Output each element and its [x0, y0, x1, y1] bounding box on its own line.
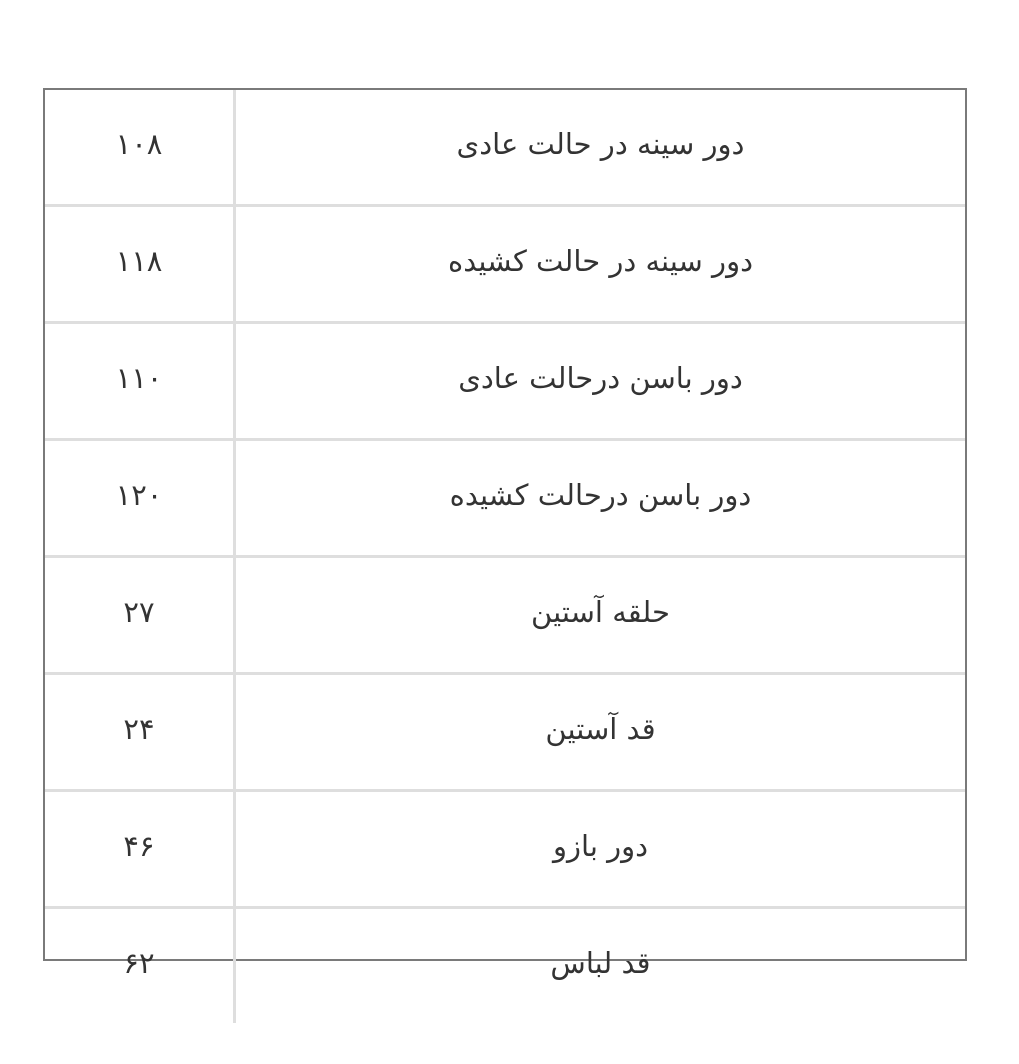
table-row	[45, 791, 965, 908]
size-table-grid	[45, 90, 965, 1023]
measurement-label: دور سینه در حالت کشیده	[235, 206, 966, 323]
table-row	[45, 908, 965, 1024]
table-row	[45, 440, 965, 557]
size-table	[43, 88, 967, 980]
measurement-label: قد لباس	[235, 908, 966, 1024]
measurement-value: ۱۱۸	[45, 206, 235, 323]
measurement-value: ۲۷	[45, 557, 235, 674]
measurement-value: ۱۰۸	[45, 90, 235, 206]
measurement-value: ۶۲	[45, 908, 235, 1024]
table-row	[45, 206, 965, 323]
table-row	[45, 674, 965, 791]
measurement-value: ۴۶	[45, 791, 235, 908]
measurement-value: ۲۴	[45, 674, 235, 791]
measurement-label: قد آستین	[235, 674, 966, 791]
measurement-label: حلقه آستین	[235, 557, 966, 674]
measurement-label: دور سینه در حالت عادی	[235, 90, 966, 206]
table-row	[45, 323, 965, 440]
measurement-label: دور بازو	[235, 791, 966, 908]
measurement-value: ۱۱۰	[45, 323, 235, 440]
measurement-value: ۱۲۰	[45, 440, 235, 557]
table-row	[45, 557, 965, 674]
measurement-label: دور باسن درحالت کشیده	[235, 440, 966, 557]
table-row	[45, 90, 965, 206]
measurement-label: دور باسن درحالت عادی	[235, 323, 966, 440]
